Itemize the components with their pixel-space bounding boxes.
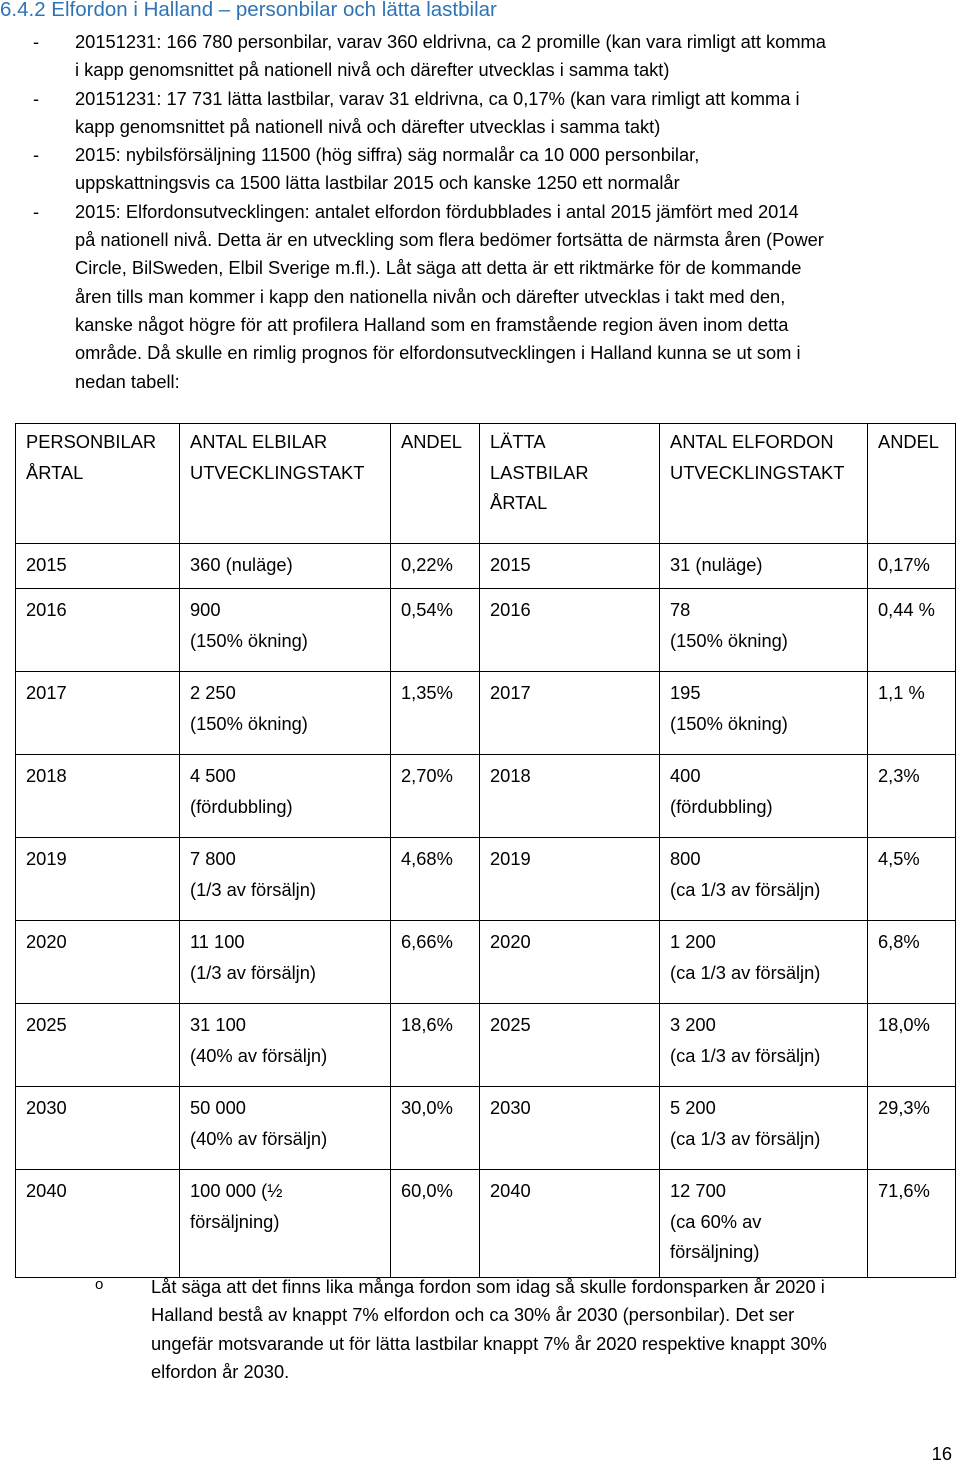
cell-antal-elbilar: 50 000 (40% av försäljn) [180,1087,391,1170]
cell-year: 2017 [16,672,180,755]
cell-year-lastbilar: 2025 [480,1004,660,1087]
table-row [16,838,956,921]
header-andel-lastbilar: ANDEL [868,424,956,544]
table-row [16,544,956,589]
table-row [16,1087,956,1170]
header-antal-elbilar: ANTAL ELBILAR UTVECKLINGSTAKT [180,424,391,544]
bullet-text: 2015: Elfordonsutvecklingen: antalet elfordon fördubblades i antal 2015 jämfört med 2014 på nationell nivå. Detta är en utveckling som flera bedömer fortsätta de närmsta åren (Power Circle, BilSweden, Elbil Sverige m.fl.). Låt säga att detta är ett riktmärke för de kommande åren tills man kommer i kapp den nationella nivån och därefter utvecklas i takt med den, kanske något högre för att profilera Halland som en framstående region även inom detta område. Då skulle en rimlig prognos för elfordonsutvecklingen i Halland kunna se ut som i nedan tabell: [75,200,824,392]
cell-antal-elbilar: 360 (nuläge) [180,544,391,589]
cell-antal-elfordon: 78 (150% ökning) [660,589,868,672]
bullet-text: 20151231: 17 731 lätta lastbilar, varav 31 eldrivna, ca 0,17% (kan vara rimligt att komma i kapp genomsnittet på nationell nivå och därefter utvecklas i samma takt) [75,87,800,137]
cell-antal-elbilar: 11 100 (1/3 av försäljn) [180,921,391,1004]
cell-andel: 60,0% [391,1170,480,1278]
cell-andel-lastbilar: 6,8% [868,921,956,1004]
table-row [16,921,956,1004]
cell-andel-lastbilar: 71,6% [868,1170,956,1278]
cell-antal-elfordon: 400 (fördubbling) [660,755,868,838]
cell-year: 2030 [16,1087,180,1170]
cell-year-lastbilar: 2016 [480,589,660,672]
header-antal-elfordon: ANTAL ELFORDON UTVECKLINGSTAKT [660,424,868,544]
bullet-text: 2015: nybilsförsäljning 11500 (hög siffra) säg normalår ca 10 000 personbilar, uppskattningsvis ca 1500 lätta lastbilar 2015 och kanske 1250 ett normalår [75,144,700,194]
header-personbilar-artal: PERSONBILAR ÅRTAL [16,424,180,544]
cell-andel-lastbilar: 0,44 % [868,589,956,672]
cell-antal-elbilar: 900 (150% ökning) [180,589,391,672]
bullet-marker: - [33,144,40,166]
bullet-text: 20151231: 166 780 personbilar, varav 360 eldrivna, ca 2 promille (kan vara rimligt att komma i kapp genomsnittet på nationell nivå och därefter utvecklas i samma takt) [75,31,826,81]
cell-year: 2019 [16,838,180,921]
cell-andel-lastbilar: 18,0% [868,1004,956,1087]
cell-antal-elbilar: 2 250 (150% ökning) [180,672,391,755]
cell-andel: 1,35% [391,672,480,755]
cell-year: 2025 [16,1004,180,1087]
cell-year-lastbilar: 2019 [480,838,660,921]
cell-year-lastbilar: 2018 [480,755,660,838]
table-row [16,1170,956,1278]
cell-antal-elbilar: 31 100 (40% av försäljn) [180,1004,391,1087]
cell-antal-elbilar: 4 500 (fördubbling) [180,755,391,838]
table-row [16,589,956,672]
bullet-marker: - [33,31,40,52]
cell-andel: 0,22% [391,544,480,589]
table-row [16,1004,956,1087]
list-item [24,28,960,85]
list-item [24,85,960,142]
bullet-list [24,28,960,396]
cell-antal-elfordon: 195 (150% ökning) [660,672,868,755]
cell-andel: 6,66% [391,921,480,1004]
cell-year: 2020 [16,921,180,1004]
cell-antal-elbilar: 100 000 (½ försäljning) [180,1170,391,1278]
cell-antal-elfordon: 31 (nuläge) [660,544,868,589]
header-latta-lastbilar-artal: LÄTTA LASTBILAR ÅRTAL [480,424,660,544]
cell-antal-elbilar: 7 800 (1/3 av försäljn) [180,838,391,921]
header-andel-personbilar: ANDEL [391,424,480,544]
bullet-marker: - [33,200,40,222]
cell-andel-lastbilar: 2,3% [868,755,956,838]
cell-year-lastbilar: 2015 [480,544,660,589]
cell-year: 2018 [16,755,180,838]
cell-andel: 2,70% [391,755,480,838]
cell-andel: 18,6% [391,1004,480,1087]
table-header-row [16,424,956,544]
circle-bullet-marker: o [95,1276,104,1293]
cell-year-lastbilar: 2040 [480,1170,660,1278]
cell-year: 2040 [16,1170,180,1278]
section-heading: 6.4.2 Elfordon i Halland – personbilar och lätta lastbilar [0,0,497,21]
cell-year: 2015 [16,544,180,589]
cell-andel-lastbilar: 0,17% [868,544,956,589]
cell-year-lastbilar: 2017 [480,672,660,755]
cell-andel-lastbilar: 29,3% [868,1087,956,1170]
cell-andel-lastbilar: 4,5% [868,838,956,921]
note-text: Låt säga att det finns lika många fordon som idag så skulle fordonsparken år 2020 i Halland bestå av knappt 7% elfordon och ca 30% år 2030 (personbilar). Det ser ungefär motsvarande ut för lätta lastbilar knappt 7% år 2020 respektive knappt 30% elfordon år 2030. [151,1276,827,1382]
cell-andel: 4,68% [391,838,480,921]
cell-year-lastbilar: 2020 [480,921,660,1004]
cell-antal-elfordon: 800 (ca 1/3 av försäljn) [660,838,868,921]
forecast-table [15,423,956,1278]
cell-year: 2016 [16,589,180,672]
bullet-marker: - [33,87,40,109]
table-row [16,755,956,838]
cell-year-lastbilar: 2030 [480,1087,660,1170]
list-item [24,141,960,198]
cell-antal-elfordon: 5 200 (ca 1/3 av försäljn) [660,1087,868,1170]
cell-andel: 0,54% [391,589,480,672]
cell-antal-elfordon: 12 700 (ca 60% av försäljning) [660,1170,868,1278]
cell-antal-elfordon: 3 200 (ca 1/3 av försäljn) [660,1004,868,1087]
list-item [24,198,960,396]
cell-andel-lastbilar: 1,1 % [868,672,956,755]
page-number: 16 [931,1443,952,1464]
cell-andel: 30,0% [391,1087,480,1170]
table-row [16,672,956,755]
cell-antal-elfordon: 1 200 (ca 1/3 av försäljn) [660,921,868,1004]
